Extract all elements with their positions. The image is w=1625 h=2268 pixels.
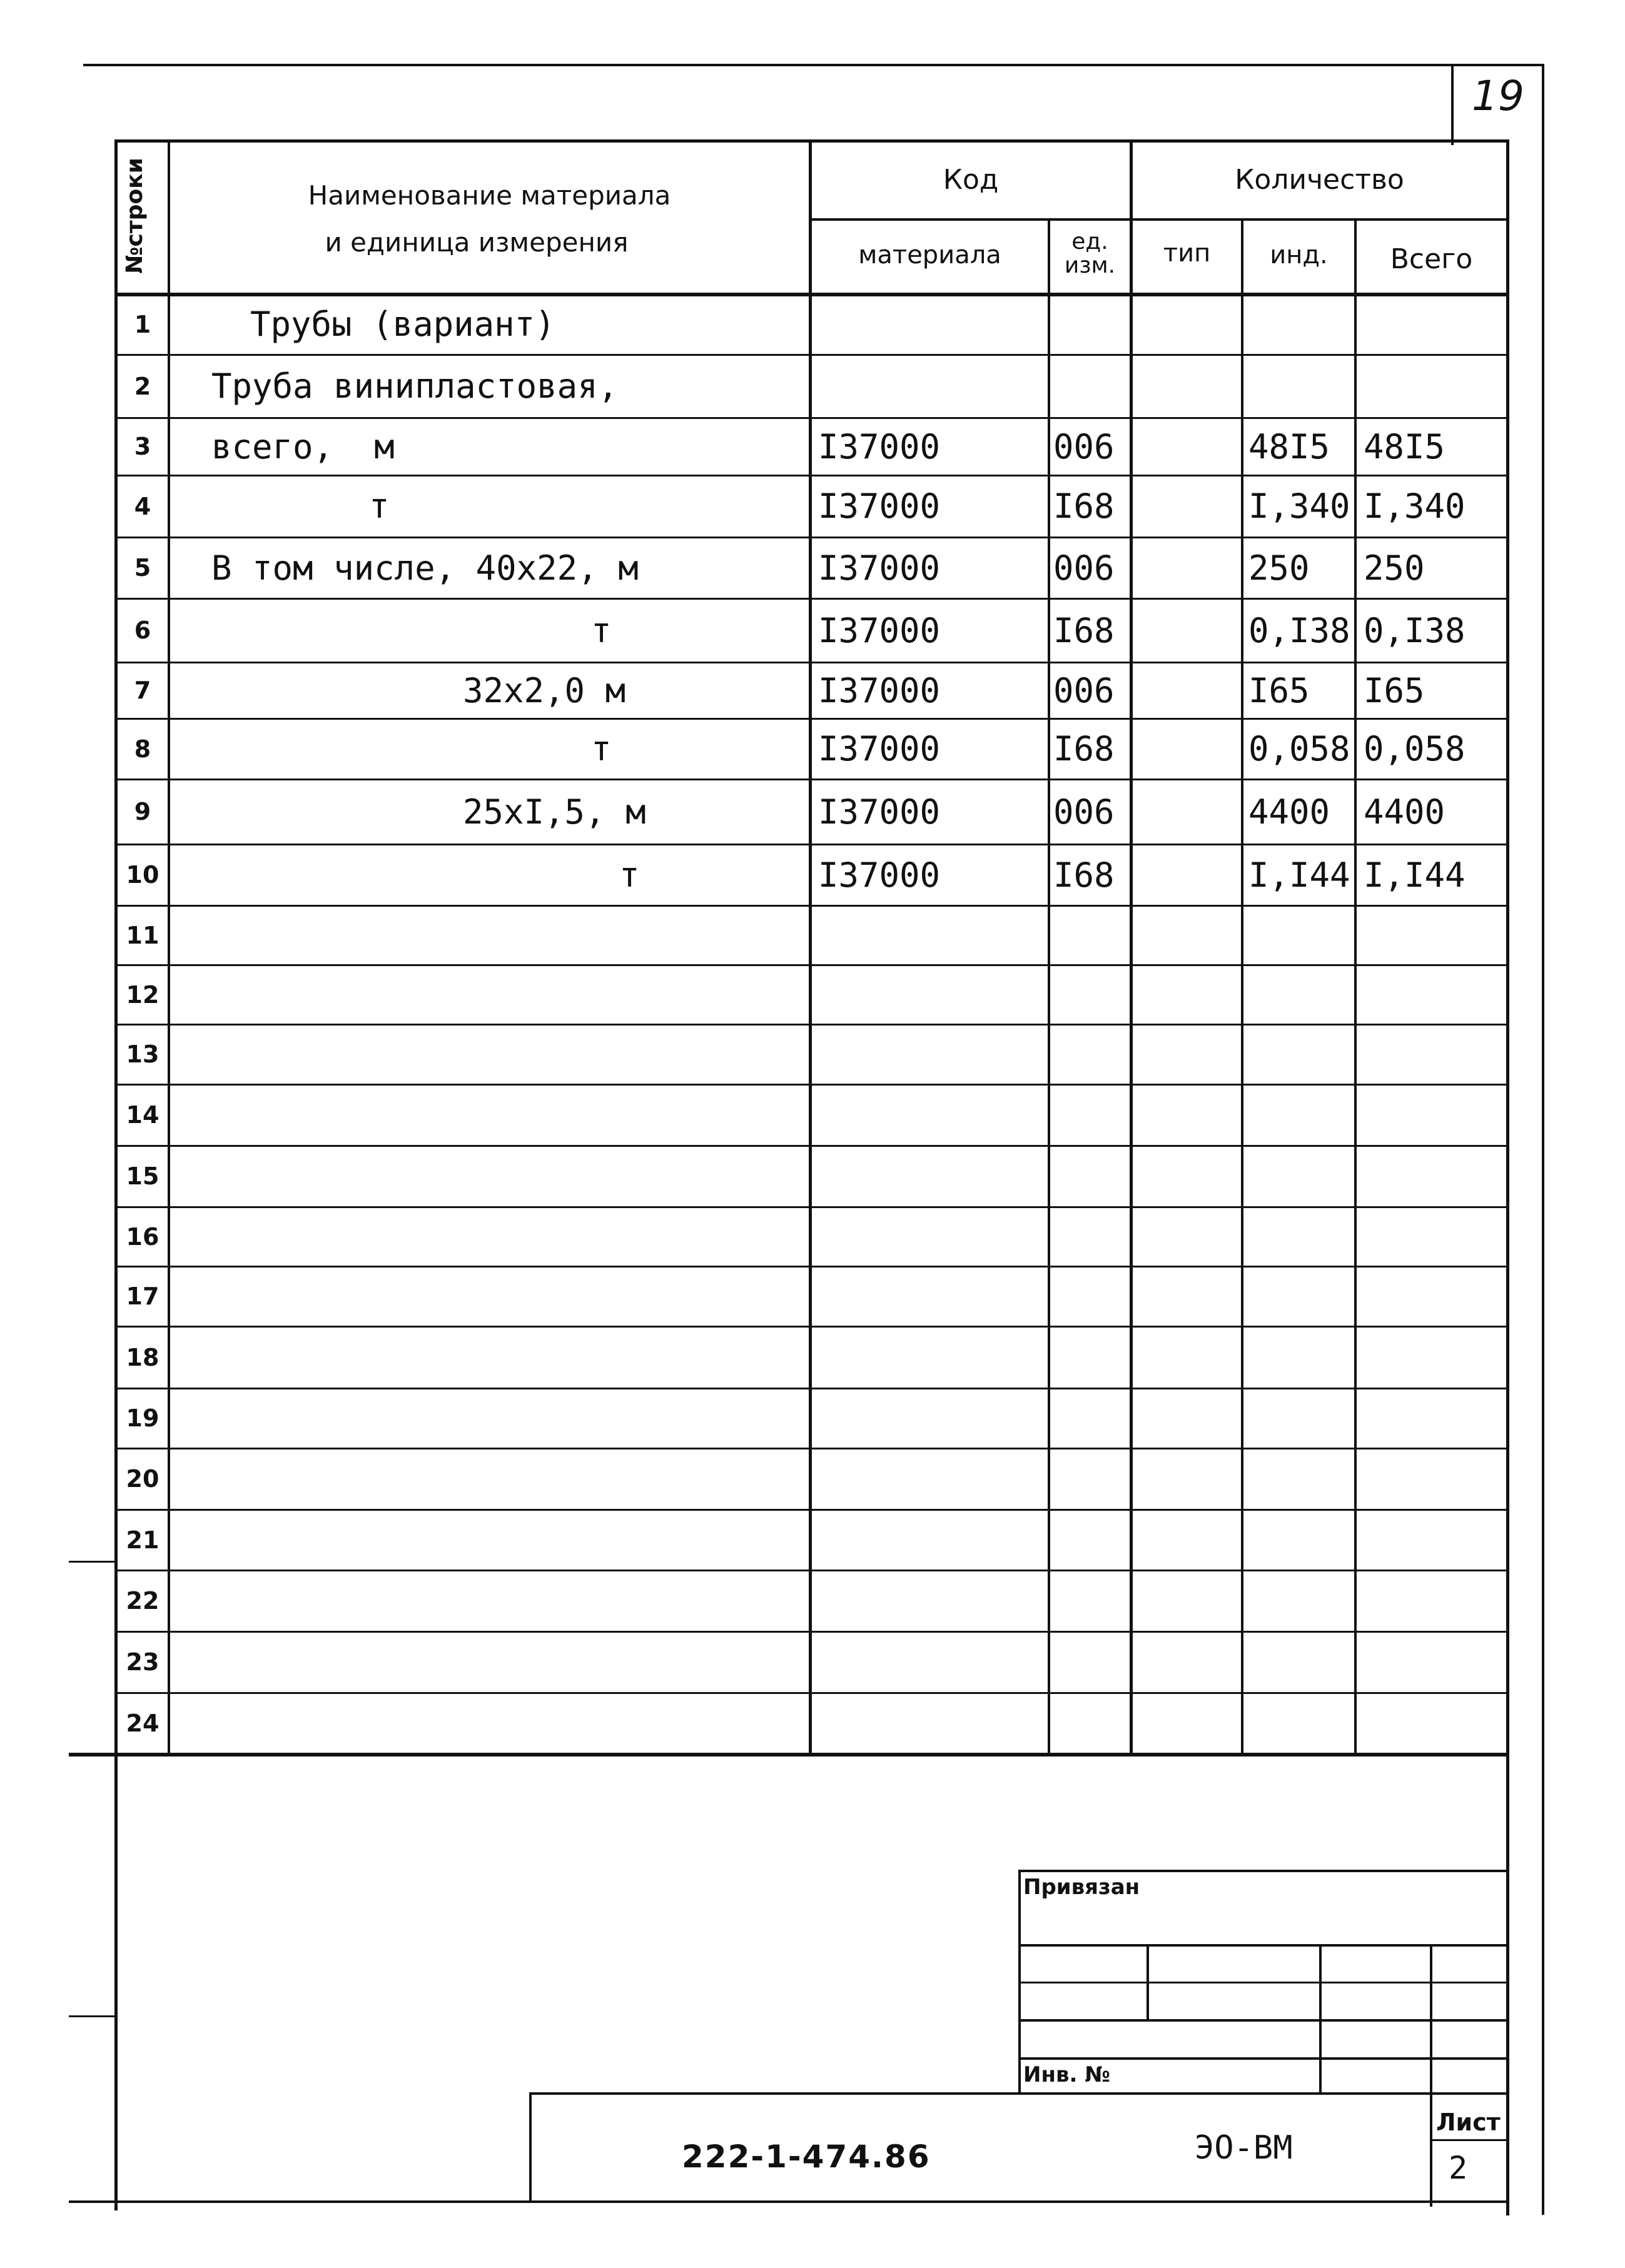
- row-qty-total: [1364, 1389, 1505, 1448]
- row-qty-total: [1364, 907, 1505, 964]
- header-name-line1: Наименование материала: [308, 180, 671, 211]
- title-block-left-line: [529, 2092, 532, 2203]
- row-material-code: I37000: [818, 548, 941, 588]
- stamp-line: [1021, 2057, 1509, 2060]
- row-qty-total: [1364, 1633, 1505, 1692]
- row-qty-ind: 250: [1248, 548, 1310, 588]
- row-qty-total: I65: [1364, 671, 1425, 710]
- stamp-line: [1021, 1982, 1509, 1983]
- sheet-label: Лист: [1436, 2109, 1501, 2136]
- row-material-code: [818, 1208, 1043, 1266]
- row-qty-ind: [1248, 356, 1354, 417]
- row-qty-ind: 4400: [1248, 792, 1330, 832]
- row-qty-ind: 0,058: [1248, 729, 1350, 769]
- row-qty-total: [1364, 1147, 1505, 1206]
- row-material-code: I37000: [818, 611, 941, 650]
- row-material-code: [818, 1086, 1043, 1145]
- row-qty-total: [1364, 1086, 1505, 1145]
- row-number: 15: [126, 1162, 159, 1190]
- table-row: [0, 1449, 1625, 1509]
- row-number: 18: [126, 1344, 159, 1371]
- row-number: 3: [134, 433, 151, 460]
- row-number: 22: [126, 1587, 159, 1615]
- row-qty-ind: [1248, 907, 1354, 964]
- table-row: [0, 419, 1625, 475]
- row-qty-total: [1364, 1571, 1505, 1631]
- header-split-line: [810, 218, 1509, 221]
- row-material-code: I37000: [818, 671, 941, 710]
- row-material-code: [818, 1449, 1043, 1509]
- row-material-code: [818, 356, 1043, 417]
- row-qty-ind: [1248, 1389, 1354, 1448]
- row-unit-code: [1053, 1268, 1128, 1326]
- row-name: [211, 966, 802, 1024]
- row-name: всего, м: [211, 427, 395, 466]
- row-qty-ind: [1248, 966, 1354, 1024]
- row-unit-code: [1053, 1571, 1128, 1631]
- row-unit-code: [1053, 1694, 1128, 1753]
- row-number: 1: [134, 311, 151, 338]
- row-material-code: I37000: [818, 427, 941, 466]
- row-material-code: [818, 907, 1043, 964]
- table-row: [0, 1147, 1625, 1206]
- row-qty-total: [1364, 966, 1505, 1024]
- row-number: 21: [126, 1526, 159, 1554]
- row-name: Трубы (вариант): [250, 305, 555, 344]
- header-code: Код: [943, 164, 999, 196]
- row-qty-ind: [1248, 1633, 1354, 1692]
- row-qty-total: [1364, 1328, 1505, 1388]
- row-name: [211, 1268, 802, 1326]
- row-unit-code: [1053, 1511, 1128, 1570]
- table-top-line: [114, 139, 1509, 143]
- table-row: [0, 1026, 1625, 1084]
- row-number: 5: [134, 554, 151, 582]
- table-row: [0, 907, 1625, 964]
- row-number: 12: [126, 981, 159, 1009]
- row-qty-ind: [1248, 1086, 1354, 1145]
- header-code-material: материала: [858, 241, 1001, 270]
- row-unit-code: [1053, 1208, 1128, 1266]
- row-material-code: [818, 295, 1043, 354]
- row-unit-code: [1053, 966, 1128, 1024]
- row-unit-code: [1053, 1328, 1128, 1388]
- title-block-top-line: [530, 2092, 1509, 2095]
- row-qty-ind: [1248, 1694, 1354, 1753]
- row-unit-code: [1053, 1026, 1128, 1084]
- header-row-number: №строки: [122, 158, 148, 274]
- row-qty-ind: 48I5: [1248, 427, 1330, 466]
- row-unit-code: [1053, 1449, 1128, 1509]
- table-row: [0, 1633, 1625, 1692]
- document-code: 222-1-474.86: [682, 2139, 931, 2175]
- header-qty-total: Всего: [1390, 243, 1473, 275]
- row-material-code: [818, 1511, 1043, 1570]
- stamp-inv-label: Инв. №: [1023, 2062, 1111, 2087]
- row-qty-total: [1364, 1208, 1505, 1266]
- stamp-top-line: [1021, 1870, 1509, 1872]
- row-number: 19: [126, 1404, 159, 1432]
- row-number: 6: [134, 617, 151, 644]
- row-number: 13: [126, 1041, 159, 1068]
- header-qty-type: тип: [1163, 239, 1211, 268]
- table-row: [0, 720, 1625, 779]
- row-material-code: [818, 966, 1043, 1024]
- row-number: 7: [134, 677, 151, 704]
- row-material-code: [818, 1026, 1043, 1084]
- row-qty-ind: [1248, 1571, 1354, 1631]
- row-number: 2: [134, 373, 151, 400]
- row-qty-ind: [1248, 1449, 1354, 1509]
- row-number: 16: [126, 1223, 159, 1251]
- row-qty-ind: [1248, 1147, 1354, 1206]
- row-unit-code: [1053, 1086, 1128, 1145]
- row-name: Труба винипластовая,: [211, 366, 619, 406]
- row-qty-total: [1364, 1026, 1505, 1084]
- sheet-number: 2: [1449, 2150, 1468, 2186]
- row-material-code: [818, 1571, 1043, 1631]
- row-qty-ind: I,I44: [1248, 855, 1350, 895]
- stamp-vline: [1430, 1944, 1432, 2207]
- row-number: 11: [126, 922, 159, 949]
- stamp-line: [1021, 1944, 1509, 1947]
- row-number: 20: [126, 1465, 159, 1493]
- row-number: 9: [134, 798, 151, 825]
- row-qty-total: 0,I38: [1364, 611, 1466, 650]
- row-number: 4: [134, 493, 151, 520]
- stamp-vline: [1147, 1944, 1149, 2022]
- row-name: [211, 1571, 802, 1631]
- table-row: [0, 600, 1625, 662]
- row-qty-ind: [1248, 1511, 1354, 1570]
- row-name: [211, 1026, 802, 1084]
- row-material-code: [818, 1268, 1043, 1326]
- header-qty-ind: инд.: [1270, 241, 1328, 270]
- table-row: [0, 1571, 1625, 1631]
- row-qty-ind: [1248, 1268, 1354, 1326]
- row-name: [211, 1086, 802, 1145]
- row-qty-ind: 0,I38: [1248, 611, 1350, 650]
- row-number: 23: [126, 1648, 159, 1676]
- row-qty-ind: [1248, 1026, 1354, 1084]
- row-qty-ind: [1248, 295, 1354, 354]
- row-number: 10: [126, 861, 159, 889]
- header-code-unit-text: ед. изм.: [1064, 229, 1116, 278]
- row-number: 24: [126, 1710, 159, 1737]
- row-unit-code: I68: [1053, 611, 1115, 650]
- header-name-line2: и единица измерения: [325, 227, 629, 258]
- row-qty-total: [1364, 1511, 1505, 1570]
- row-qty-total: 250: [1364, 548, 1425, 588]
- row-unit-code: [1053, 1633, 1128, 1692]
- page-number: 19: [1472, 72, 1524, 120]
- row-unit-code: [1053, 1147, 1128, 1206]
- row-qty-ind: [1248, 1208, 1354, 1266]
- row-unit-code: 006: [1053, 792, 1115, 832]
- document-section: ЭО-ВМ: [1195, 2129, 1293, 2167]
- row-material-code: [818, 1389, 1043, 1448]
- row-qty-ind: [1248, 1328, 1354, 1388]
- row-name: [211, 907, 802, 964]
- row-number: 8: [134, 735, 151, 763]
- frame-bottom-line: [69, 2200, 1509, 2203]
- table-row: [0, 476, 1625, 537]
- row-name: [211, 1208, 802, 1266]
- table-row: [0, 780, 1625, 844]
- table-row: [0, 1389, 1625, 1448]
- row-unit-code: [1053, 907, 1128, 964]
- row-unit-code: 006: [1053, 548, 1115, 588]
- row-name: [211, 1694, 802, 1753]
- row-qty-total: 0,058: [1364, 729, 1466, 769]
- row-number: 17: [126, 1283, 159, 1310]
- row-name: [211, 1449, 802, 1509]
- stamp-bound-label: Привязан: [1023, 1875, 1140, 1900]
- row-name: В том числе, 40х22, м: [211, 548, 639, 588]
- frame-top-line: [83, 64, 1544, 66]
- row-name: т: [619, 855, 640, 895]
- row-qty-total: I,I44: [1364, 855, 1466, 895]
- row-qty-total: [1364, 295, 1505, 354]
- table-row: [0, 1328, 1625, 1388]
- row-name: [211, 1328, 802, 1388]
- row-material-code: I37000: [818, 855, 941, 895]
- table-row: [0, 1268, 1625, 1326]
- table-row: [0, 356, 1625, 417]
- header-quantity: Количество: [1235, 164, 1404, 196]
- table-row: [0, 966, 1625, 1024]
- table-row: [0, 295, 1625, 354]
- table-row: [0, 1694, 1625, 1753]
- row-qty-total: [1364, 1268, 1505, 1326]
- row-unit-code: [1053, 1389, 1128, 1448]
- row-unit-code: I68: [1053, 486, 1115, 526]
- row-name: т: [369, 486, 390, 526]
- sheet-box-split: [1432, 2139, 1509, 2141]
- row-unit-code: [1053, 295, 1128, 354]
- row-name: т: [591, 611, 612, 650]
- row-material-code: [818, 1694, 1043, 1753]
- row-material-code: [818, 1147, 1043, 1206]
- header-code-unit: [1050, 230, 1130, 278]
- row-name: [211, 1147, 802, 1206]
- table-row: [0, 538, 1625, 598]
- row-qty-total: [1364, 356, 1505, 417]
- row-material-code: I37000: [818, 792, 941, 832]
- row-material-code: I37000: [818, 486, 941, 526]
- row-name: [211, 1389, 802, 1448]
- table-row: [0, 1511, 1625, 1570]
- row-name: 25хI,5, м: [463, 792, 646, 832]
- row-name: [211, 1511, 802, 1570]
- margin-tick: [69, 2015, 118, 2017]
- row-material-code: I37000: [818, 729, 941, 769]
- row-unit-code: 006: [1053, 427, 1115, 466]
- row-qty-ind: I65: [1248, 671, 1310, 710]
- table-row: [0, 845, 1625, 905]
- page-number-box-left: [1451, 64, 1454, 145]
- row-name: т: [591, 729, 612, 769]
- row-qty-ind: I,340: [1248, 486, 1350, 526]
- row-unit-code: I68: [1053, 729, 1115, 769]
- row-material-code: [818, 1633, 1043, 1692]
- row-qty-total: [1364, 1694, 1505, 1753]
- row-qty-total: 4400: [1364, 792, 1445, 832]
- stamp-vline: [1319, 1944, 1322, 2094]
- row-qty-total: I,340: [1364, 486, 1466, 526]
- row-name: [211, 1633, 802, 1692]
- row-material-code: [818, 1328, 1043, 1388]
- row-unit-code: I68: [1053, 855, 1115, 895]
- table-row: [0, 1086, 1625, 1145]
- table-row: [0, 663, 1625, 718]
- row-unit-code: 006: [1053, 671, 1115, 710]
- stamp-line: [1021, 2019, 1509, 2022]
- row-unit-code: [1053, 356, 1128, 417]
- table-row: [0, 1208, 1625, 1266]
- row-qty-total: [1364, 1449, 1505, 1509]
- row-number: 14: [126, 1101, 159, 1129]
- row-qty-total: 48I5: [1364, 427, 1445, 466]
- row-name: 32х2,0 м: [463, 671, 626, 710]
- table-bottom-line: [69, 1753, 1509, 1756]
